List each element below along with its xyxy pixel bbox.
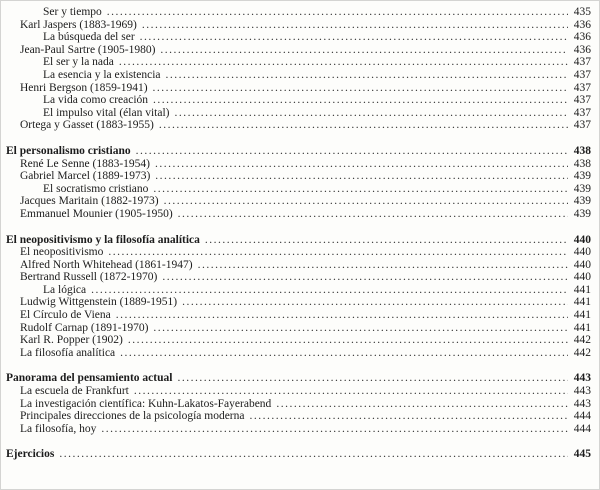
toc-entry-label: La búsqueda del ser bbox=[43, 31, 135, 44]
toc-page-number: 436 bbox=[573, 18, 591, 31]
toc-section bbox=[6, 234, 591, 360]
toc-heading-label: Panorama del pensamiento actual bbox=[6, 372, 173, 385]
toc-page-number: 437 bbox=[573, 81, 591, 94]
toc-page-number: 441 bbox=[573, 296, 591, 309]
toc-entry-label: La filosofía, hoy bbox=[20, 422, 97, 435]
toc-heading-row bbox=[6, 448, 591, 461]
toc-leader-dots bbox=[101, 423, 568, 436]
toc-entry-row bbox=[6, 195, 591, 208]
toc-entry-row bbox=[6, 82, 591, 95]
toc-entry-row bbox=[6, 423, 591, 436]
toc-entry-label: Emmanuel Mounier (1905-1950) bbox=[20, 207, 173, 220]
toc-entry-row bbox=[6, 158, 591, 171]
toc-leader-dots bbox=[162, 271, 568, 284]
toc-page-number: 437 bbox=[573, 68, 591, 81]
toc-leader-dots bbox=[250, 410, 569, 423]
toc-page-number: 439 bbox=[573, 170, 591, 183]
toc-leader-dots bbox=[91, 284, 568, 297]
toc-heading-label: El neopositivismo y la filosofía analítica bbox=[6, 233, 200, 246]
toc-page-number: 436 bbox=[573, 31, 591, 44]
toc-leader-dots bbox=[276, 398, 568, 411]
toc-entry-label: Bertrand Russell (1872-1970) bbox=[20, 271, 158, 284]
toc-heading-label: Ejercicios bbox=[6, 448, 55, 461]
toc-entry-row bbox=[6, 183, 591, 196]
toc-entry-label: Jean-Paul Sartre (1905-1980) bbox=[20, 43, 156, 56]
toc-leader-dots bbox=[166, 69, 569, 82]
toc-page-number: 438 bbox=[573, 157, 591, 170]
toc-page-number: 441 bbox=[573, 309, 591, 322]
toc-section bbox=[6, 372, 591, 435]
toc-entry-label: El socratismo cristiano bbox=[43, 182, 149, 195]
toc-page-number: 440 bbox=[573, 271, 591, 284]
toc-entry-row bbox=[6, 410, 591, 423]
toc-entry-label: La escuela de Frankfurt bbox=[20, 385, 129, 398]
toc-entry-row bbox=[6, 322, 591, 335]
toc-page-number: 440 bbox=[573, 246, 591, 259]
toc-heading-label: El personalismo cristiano bbox=[6, 144, 131, 157]
toc-page-number: 437 bbox=[573, 119, 591, 132]
toc-page-number: 442 bbox=[573, 334, 591, 347]
toc-page-number: 443 bbox=[573, 397, 591, 410]
toc-page-number: 440 bbox=[573, 233, 591, 246]
toc-entry-label: El neopositivismo bbox=[20, 246, 104, 259]
toc-entry-row bbox=[6, 19, 591, 32]
toc-leader-dots bbox=[164, 195, 568, 208]
toc-leader-dots bbox=[108, 246, 568, 259]
toc-leader-dots bbox=[107, 6, 568, 19]
toc-entry-row bbox=[6, 284, 591, 297]
toc-leader-dots bbox=[160, 44, 568, 57]
toc-page-number: 437 bbox=[573, 106, 591, 119]
toc-entry-label: Henri Bergson (1859-1941) bbox=[20, 81, 148, 94]
toc-entry-row bbox=[6, 56, 591, 69]
toc-page-number: 441 bbox=[573, 283, 591, 296]
toc-entry-row bbox=[6, 119, 591, 132]
toc-entry-label: Karl R. Popper (1902) bbox=[20, 334, 123, 347]
toc-entry-label: Ludwig Wittgenstein (1889-1951) bbox=[20, 296, 178, 309]
toc-entry-label: Alfred North Whitehead (1861-1947) bbox=[20, 258, 193, 271]
toc-page-number: 441 bbox=[573, 321, 591, 334]
toc-page-number: 439 bbox=[573, 207, 591, 220]
toc-heading-row bbox=[6, 372, 591, 385]
toc-page-number: 442 bbox=[573, 346, 591, 359]
toc-entry-label: Ortega y Gasset (1883-1955) bbox=[20, 119, 154, 132]
toc-leader-dots bbox=[174, 107, 568, 120]
toc-leader-dots bbox=[159, 119, 568, 132]
toc-entry-row bbox=[6, 309, 591, 322]
toc-entry-row bbox=[6, 94, 591, 107]
toc-entry-row bbox=[6, 44, 591, 57]
toc-entry-label: Karl Jaspers (1883-1969) bbox=[20, 18, 137, 31]
toc-page-number: 443 bbox=[573, 372, 591, 385]
toc-leader-dots bbox=[119, 56, 568, 69]
toc-page-number: 439 bbox=[573, 195, 591, 208]
toc-leader-dots bbox=[153, 322, 568, 335]
toc-section bbox=[6, 448, 591, 461]
toc-leader-dots bbox=[153, 94, 568, 107]
toc-entry-label: El ser y la nada bbox=[43, 56, 114, 69]
toc-page-number: 443 bbox=[573, 385, 591, 398]
toc-page-number: 445 bbox=[573, 448, 591, 461]
toc-entry-label: El impulso vital (élan vital) bbox=[43, 106, 170, 119]
toc-page-number: 437 bbox=[573, 56, 591, 69]
toc-entry-row bbox=[6, 6, 591, 19]
toc-leader-dots bbox=[178, 208, 568, 221]
toc-leader-dots bbox=[182, 296, 568, 309]
toc-leader-dots bbox=[155, 170, 568, 183]
toc-entry-row bbox=[6, 170, 591, 183]
toc-page-number: 444 bbox=[573, 410, 591, 423]
toc-heading-row bbox=[6, 234, 591, 247]
toc-entry-row bbox=[6, 246, 591, 259]
toc-page-number: 437 bbox=[573, 94, 591, 107]
toc-page-number: 440 bbox=[573, 258, 591, 271]
toc-page-number: 435 bbox=[573, 6, 591, 18]
toc-entry-label: La vida como creación bbox=[43, 94, 149, 107]
toc-leader-dots bbox=[116, 309, 568, 322]
toc-section bbox=[6, 145, 591, 221]
toc-entry-row bbox=[6, 69, 591, 82]
toc-entry-row bbox=[6, 259, 591, 272]
toc-page-number: 438 bbox=[573, 144, 591, 157]
toc-entry-row bbox=[6, 334, 591, 347]
toc-leader-dots bbox=[153, 82, 568, 95]
toc-leader-dots bbox=[128, 334, 568, 347]
toc-entry-label: La investigación científica: Kuhn-Lakatos-Fayerabend bbox=[20, 397, 272, 410]
toc-page-number: 444 bbox=[573, 422, 591, 435]
toc-leader-dots bbox=[155, 158, 568, 171]
toc-leader-dots bbox=[198, 259, 568, 272]
toc-leader-dots bbox=[120, 347, 568, 360]
toc-entry-label: La lógica bbox=[43, 283, 87, 296]
toc-page-number: 436 bbox=[573, 43, 591, 56]
toc-page-number: 439 bbox=[573, 182, 591, 195]
toc-leader-dots bbox=[205, 234, 568, 247]
toc-entry-label: Jacques Maritain (1882-1973) bbox=[20, 195, 159, 208]
toc-entry-row bbox=[6, 296, 591, 309]
toc-entry-row bbox=[6, 107, 591, 120]
toc-entry-label: Ser y tiempo bbox=[43, 6, 102, 18]
toc-section bbox=[6, 6, 591, 132]
toc-leader-dots bbox=[134, 385, 568, 398]
toc-entry-row bbox=[6, 385, 591, 398]
toc-entry-row bbox=[6, 347, 591, 360]
toc-entry-label: René Le Senne (1883-1954) bbox=[20, 157, 150, 170]
toc-entry-row bbox=[6, 208, 591, 221]
toc-entry-row bbox=[6, 271, 591, 284]
toc-entry-label: Rudolf Carnap (1891-1970) bbox=[20, 321, 149, 334]
toc-leader-dots bbox=[140, 31, 568, 44]
toc-leader-dots bbox=[59, 448, 568, 461]
toc-entry-label: Gabriel Marcel (1889-1973) bbox=[20, 170, 151, 183]
toc-entry-label: La esencia y la existencia bbox=[43, 68, 161, 81]
toc-leader-dots bbox=[153, 183, 568, 196]
toc-leader-dots bbox=[136, 145, 568, 158]
toc-entry-label: Principales direcciones de la psicología moderna bbox=[20, 410, 245, 423]
toc-entry-row bbox=[6, 31, 591, 44]
toc-entry-label: El Círculo de Viena bbox=[20, 309, 111, 322]
toc-leader-dots bbox=[142, 19, 568, 32]
toc-entry-label: La filosofía analítica bbox=[20, 346, 116, 359]
toc-entry-row bbox=[6, 398, 591, 411]
table-of-contents bbox=[6, 6, 591, 461]
toc-leader-dots bbox=[177, 372, 568, 385]
toc-heading-row bbox=[6, 145, 591, 158]
